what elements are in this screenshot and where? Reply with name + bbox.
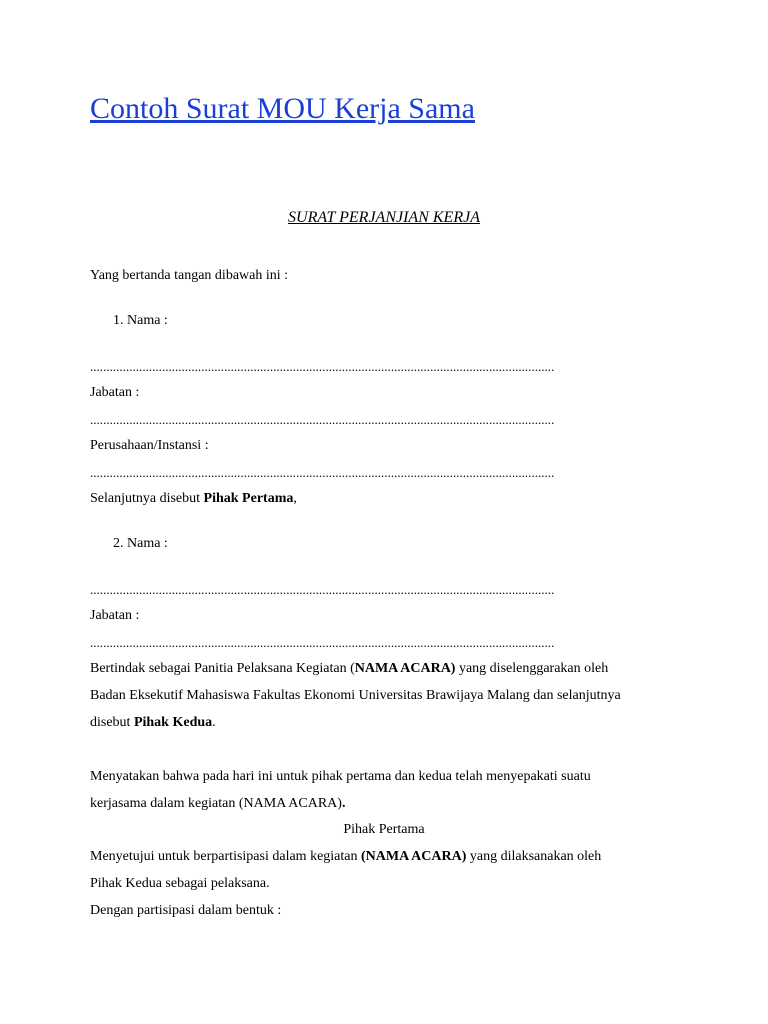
menyetujui-text: Menyetujui untuk berpartisipasi dalam kegiatan xyxy=(90,849,361,864)
item2-nama-dots: .............................................................................................................................................. xyxy=(90,583,555,597)
item1-perusahaan-label: Perusahaan/Instansi : xyxy=(90,438,209,453)
nama-acara-paren-bold: (NAMA ACARA) xyxy=(360,849,467,864)
badan-line: Badan Eksekutif Mahasiswa Fakultas Ekonomi Universitas Brawijaya Malang dan selanjutnya xyxy=(90,688,621,703)
page-title-link[interactable]: Contoh Surat MOU Kerja Sama xyxy=(90,92,475,125)
nama-acara-bold: NAMA ACARA) xyxy=(354,661,456,676)
bertindak-line xyxy=(90,660,608,678)
pihak-pertama-bold: Pihak Pertama xyxy=(203,491,294,506)
menyetujui-post-text: yang dilaksanakan oleh xyxy=(466,849,602,864)
item2-jabatan-label: Jabatan : xyxy=(90,608,140,623)
pihak-pertama-heading: Pihak Pertama xyxy=(343,822,425,837)
pihak-pertama-statement xyxy=(90,490,297,508)
item1-jabatan-dots: .............................................................................................................................................. xyxy=(90,413,555,427)
item2-nama-label: 2. Nama : xyxy=(113,536,168,551)
pihak-kedua-pelaksana-line: Pihak Kedua sebagai pelaksana. xyxy=(90,876,270,891)
dengan-partisipasi-line: Dengan partisipasi dalam bentuk : xyxy=(90,903,282,918)
menyatakan-line1: Menyatakan bahwa pada hari ini untuk pihak pertama dan kedua telah menyepakati suatu xyxy=(90,769,591,784)
disebut-line xyxy=(90,714,216,732)
item2-jabatan-dots: .............................................................................................................................................. xyxy=(90,636,555,650)
menyatakan-text: kerjasama dalam kegiatan (NAMA ACARA) xyxy=(90,796,342,811)
bertindak-text: Bertindak sebagai Panitia Pelaksana Kegiatan ( xyxy=(90,661,355,676)
selanjutnya-text: Selanjutnya disebut xyxy=(90,491,204,506)
comma-text: , xyxy=(293,491,297,506)
document-heading: SURAT PERJANJIAN KERJA xyxy=(288,209,480,226)
bold-period: . xyxy=(341,796,346,811)
menyatakan-line2 xyxy=(90,795,345,813)
menyetujui-line xyxy=(90,848,601,866)
item1-jabatan-label: Jabatan : xyxy=(90,385,140,400)
bertindak-post-text: yang diselenggarakan oleh xyxy=(455,661,609,676)
item1-nama-label: 1. Nama : xyxy=(113,313,168,328)
item1-perusahaan-dots: .............................................................................................................................................. xyxy=(90,466,555,480)
disebut-text: disebut xyxy=(90,715,134,730)
item1-nama-dots: .............................................................................................................................................. xyxy=(90,360,555,374)
period-text: . xyxy=(212,715,216,730)
pihak-kedua-bold: Pihak Kedua xyxy=(133,715,213,730)
intro-text: Yang bertanda tangan dibawah ini : xyxy=(90,268,289,283)
